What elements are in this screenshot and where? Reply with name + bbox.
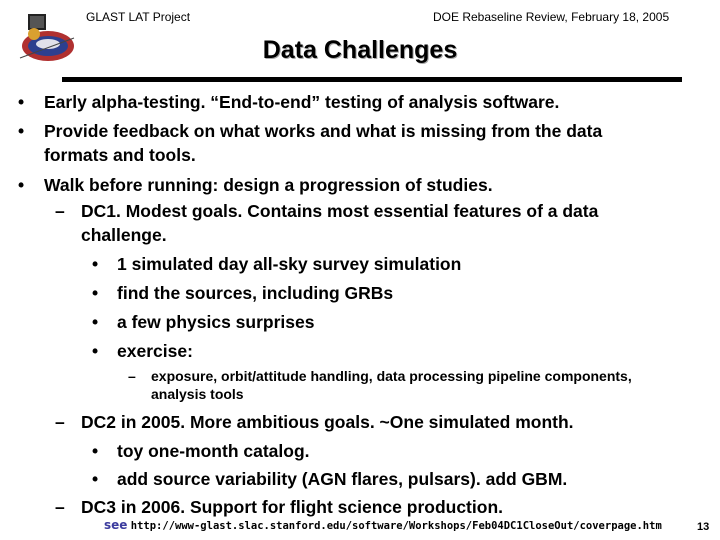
bullet-text: Early alpha-testing. “End-to-end” testing of analysis software. [44, 92, 560, 112]
list-item: 1 simulated day all-sky survey simulation [117, 254, 462, 274]
bullet-marker: • [18, 175, 25, 195]
dash-marker: – [128, 368, 136, 384]
footer-link-line [104, 518, 662, 532]
subbullet-text: DC3 in 2006. Support for flight science production. [81, 497, 503, 517]
bullet-marker: • [92, 341, 99, 361]
see-label: see [104, 518, 128, 532]
bullet-text: Walk before running: design a progression of studies. [44, 175, 493, 195]
subbullet-text-continued: challenge. [81, 225, 167, 245]
bullet-marker: • [92, 441, 99, 461]
bullet-marker: • [18, 121, 25, 141]
list-item: toy one-month catalog. [117, 441, 310, 461]
bullet-marker: • [18, 92, 25, 112]
header-review: DOE Rebaseline Review, February 18, 2005 [433, 10, 670, 24]
bullet-marker: • [92, 254, 99, 274]
list-item: add source variability (AGN flares, pulsars). add GBM. [117, 469, 568, 489]
page-number: 13 [697, 521, 710, 533]
subbullet-text: DC1. Modest goals. Contains most essential features of a data [81, 201, 599, 221]
dash-marker: – [55, 497, 65, 517]
workshop-link[interactable]: http://www-glast.slac.stanford.edu/software/Workshops/Feb04DC1CloseOut/coverpage.htm [130, 520, 662, 532]
detail-text: exposure, orbit/attitude handling, data processing pipeline components, [151, 368, 632, 384]
header-project: GLAST LAT Project [86, 10, 191, 24]
bullet-marker: • [92, 469, 99, 489]
subbullet-text: DC2 in 2005. More ambitious goals. ~One simulated month. [81, 412, 574, 432]
dash-marker: – [55, 201, 65, 221]
dash-marker: – [55, 412, 65, 432]
bullet-marker: • [92, 312, 99, 332]
list-item: find the sources, including GRBs [117, 283, 394, 303]
title-divider [62, 77, 682, 82]
detail-text-continued: analysis tools [151, 386, 244, 402]
bullet-text: Provide feedback on what works and what is missing from the data [44, 121, 603, 141]
list-item: exercise: [117, 341, 193, 361]
bullet-text-continued: formats and tools. [44, 145, 196, 165]
slide-title: Data Challenges [262, 36, 458, 64]
list-item: a few physics surprises [117, 312, 315, 332]
bullet-marker: • [92, 283, 99, 303]
